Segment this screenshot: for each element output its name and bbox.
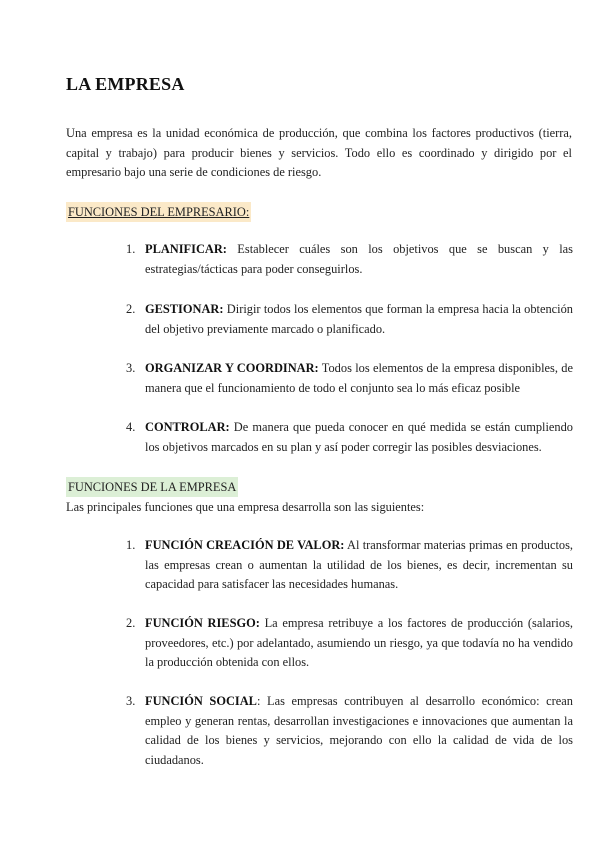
list-item — [126, 418, 573, 457]
item-text: Establecer cuáles son los objetivos que se buscan y las estrategias/tácticas para poder conseguirlos. — [145, 242, 573, 276]
list-number: 3. — [126, 694, 136, 708]
item-term: FUNCIÓN CREACIÓN DE VALOR: — [145, 538, 345, 552]
list-item — [126, 300, 573, 339]
item-term: ORGANIZAR Y COORDINAR: — [145, 361, 319, 375]
section-lead: Las principales funciones que una empresa desarrolla son las siguientes: — [66, 500, 425, 514]
item-text: : Las empresas contribuyen al desarrollo económico: crean empleo y generan rentas, desarrollan investigaciones e innovaciones que aumentan la calidad de los bienes y servicios, mejorando con ello la calidad de vida de los ciudadanos. — [145, 694, 573, 767]
item-term: FUNCIÓN SOCIAL — [145, 694, 257, 708]
item-term: PLANIFICAR: — [145, 242, 227, 256]
item-text: De manera que pueda conocer en qué medida se están cumpliendo los objetivos marcados en su plan y así poder corregir las posibles desviaciones. — [145, 420, 573, 454]
list-item — [126, 359, 573, 398]
list-number: 4. — [126, 420, 136, 434]
item-term: GESTIONAR: — [145, 302, 224, 316]
list-number: 1. — [126, 242, 136, 256]
item-term: FUNCIÓN RIESGO: — [145, 616, 260, 630]
intro-paragraph: Una empresa es la unidad económica de producción, que combina los factores productivos (tierra, capital y trabajo) para producir bienes y servicios. Todo ello es coordinado y dirigido por el empresario bajo una serie de condiciones de riesgo. — [66, 126, 572, 179]
list-number: 2. — [126, 616, 136, 630]
page-title: LA EMPRESA — [66, 74, 185, 94]
list-item — [126, 536, 573, 595]
item-term: CONTROLAR: — [145, 420, 230, 434]
item-text: Al transformar materias primas en productos, las empresas crean o aumentan la utilidad de los bienes, es decir, incrementan su capacidad para satisfacer las necesidades humanas. — [145, 538, 573, 591]
list-item — [126, 240, 573, 279]
section-heading-empresario: FUNCIONES DEL EMPRESARIO: — [66, 202, 251, 222]
list-number: 1. — [126, 538, 136, 552]
item-text: La empresa retribuye a los factores de producción (salarios, proveedores, etc.) por adelantado, asumiendo un riesgo, ya que todavía no ha vendido la producción obtenida con ellos. — [145, 616, 573, 669]
item-text: Dirigir todos los elementos que forman la empresa hacia la obtención del objetivo previamente marcado o planificado. — [145, 302, 573, 336]
list-item — [126, 614, 573, 673]
list-item — [126, 692, 573, 770]
list-number: 3. — [126, 361, 136, 375]
list-number: 2. — [126, 302, 136, 316]
item-text: Todos los elementos de la empresa disponibles, de manera que el funcionamiento de todo el conjunto sea lo más eficaz posible — [145, 361, 573, 395]
section-heading-empresa: FUNCIONES DE LA EMPRESA — [66, 477, 238, 497]
